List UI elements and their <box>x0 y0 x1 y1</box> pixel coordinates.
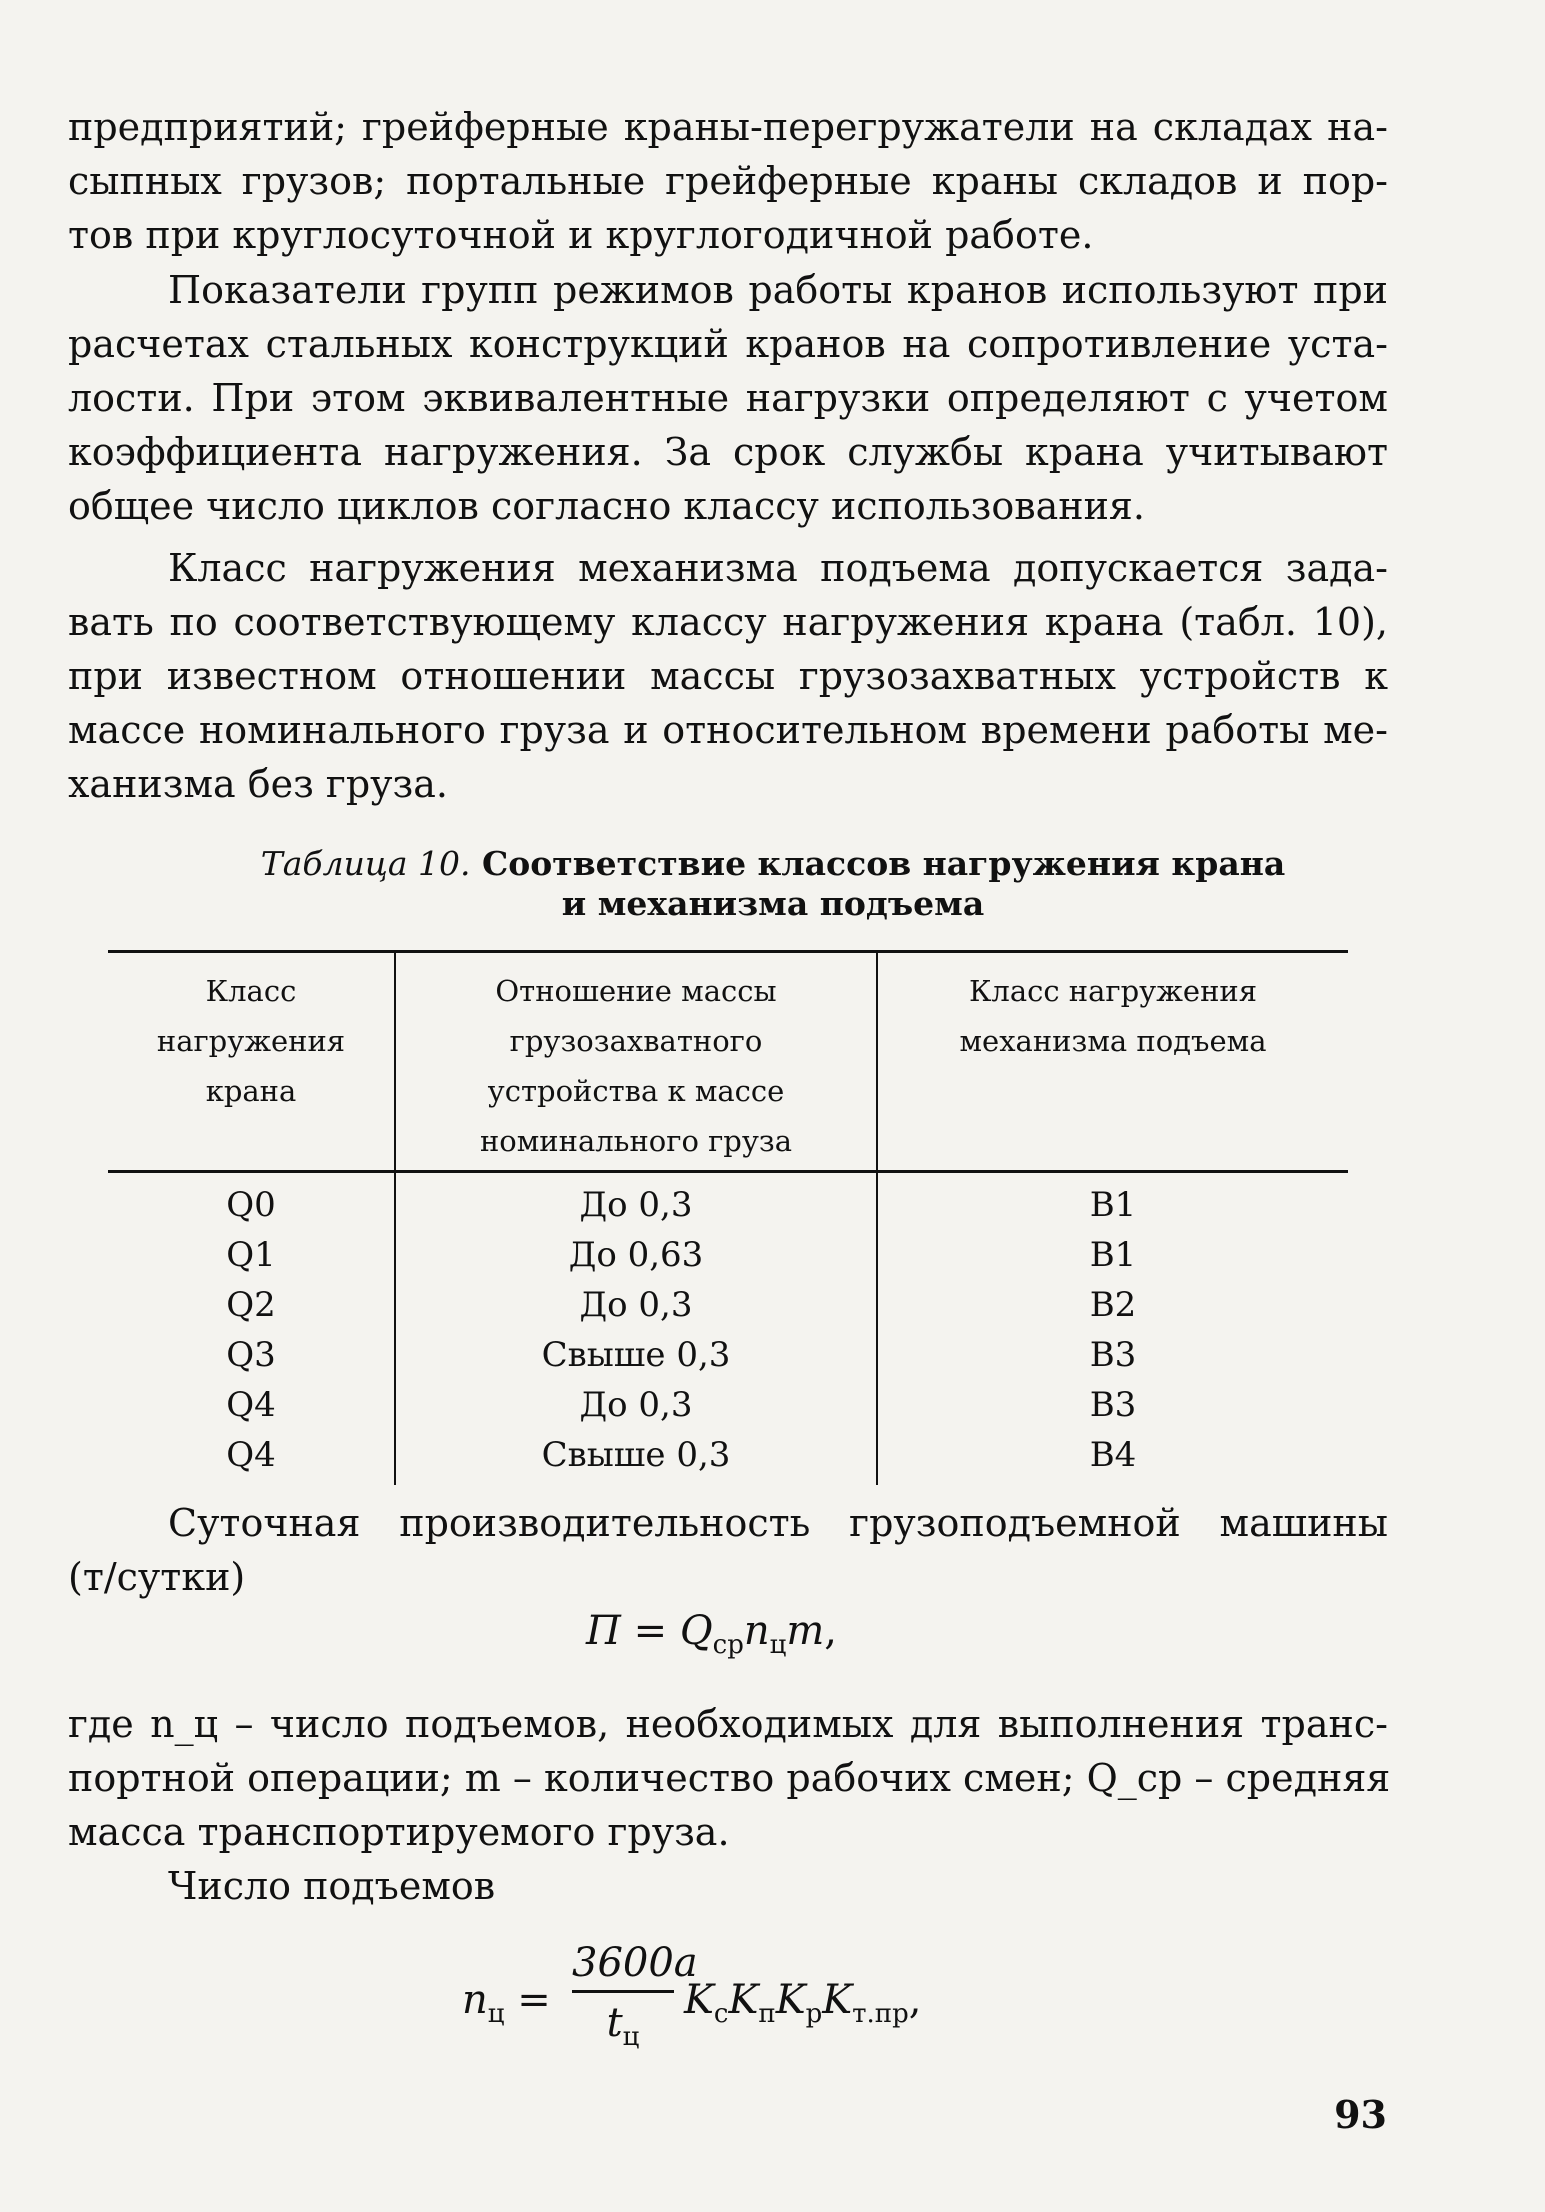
text-line: вать по соответствующему классу нагружения крана (табл. 10), <box>68 600 1388 644</box>
header-text: номинального груза <box>479 1124 793 1158</box>
table-cell: Q3 <box>226 1335 276 1375</box>
paragraph-3 <box>68 541 1388 811</box>
formula-punctuation: , <box>824 1608 838 1654</box>
text-line: массе номинального груза и относительном времени работы ме- <box>68 708 1388 752</box>
header-text: устройства к массе <box>487 1074 785 1108</box>
text-line: Показатели групп режимов работы кранов используют при <box>168 268 1388 312</box>
table-column-mass-ratio <box>396 1180 876 1480</box>
header-text: нагружения <box>156 1024 346 1058</box>
table-cell: B1 <box>1089 1185 1137 1225</box>
table-cell: До 0,3 <box>579 1285 693 1325</box>
text-line: Суточная производительность грузоподъемной машины <box>168 1501 1388 1545</box>
table-cell: До 0,3 <box>579 1185 693 1225</box>
table-rule-header <box>108 1170 1348 1173</box>
header-text: крана <box>205 1074 297 1108</box>
text-line: ханизма без груза. <box>68 762 448 806</box>
table-cell: B3 <box>1089 1335 1137 1375</box>
formula-symbol: n <box>743 1608 770 1654</box>
table-caption <box>68 844 1478 924</box>
formula-operator: = <box>517 1977 551 2023</box>
text-line: Число подъемов <box>168 1864 496 1908</box>
formula-coefficients <box>684 1975 921 2039</box>
fraction-denominator <box>572 1998 674 2062</box>
text-line: тов при круглосуточной и круглогодичной работе. <box>68 213 1094 257</box>
formula-symbol: K <box>775 1977 806 2023</box>
table-cell: Свыше 0,3 <box>541 1435 731 1475</box>
formula-symbol: t <box>606 2000 623 2046</box>
formula-subscript: ц <box>487 1999 505 2029</box>
table-cell: Q0 <box>226 1185 276 1225</box>
formula-symbol: K <box>728 1977 759 2023</box>
formula-subscript: т.пр <box>852 1999 909 2029</box>
formula-subscript: ср <box>712 1630 744 1660</box>
table-caption-title: Соответствие классов нагружения крана <box>482 844 1286 883</box>
table-cell: Q1 <box>226 1235 276 1275</box>
table-cell: B2 <box>1089 1285 1137 1325</box>
table-rule-top <box>108 950 1348 953</box>
text-line: при известном отношении массы грузозахватных устройств к <box>68 654 1388 698</box>
formula-symbol: П <box>586 1608 621 1654</box>
text-line: расчетах стальных конструкций кранов на сопротивление уста- <box>68 322 1388 366</box>
table-cell: Свыше 0,3 <box>541 1335 731 1375</box>
header-text: грузозахватного <box>509 1024 763 1058</box>
text-line: коэффициента нагружения. За срок службы крана учитывают <box>68 430 1388 474</box>
header-text: Отношение массы <box>495 974 777 1008</box>
header-text: Класс <box>205 974 297 1008</box>
header-col-2 <box>396 966 876 1166</box>
text-line: общее число циклов согласно классу использования. <box>68 484 1145 528</box>
table-caption-title-line2: и механизма подъема <box>561 884 985 923</box>
table-cell: B3 <box>1089 1385 1137 1425</box>
formula-subscript: с <box>713 1999 729 2029</box>
formula-symbol: m <box>786 1608 825 1654</box>
table-cell: Q4 <box>226 1435 276 1475</box>
paragraph-4 <box>68 1496 1388 1604</box>
text-line: где n_ц – число подъемов, необходимых для выполнения транс- <box>68 1702 1388 1746</box>
formula-symbol: Q <box>679 1608 713 1654</box>
formula-punctuation: , <box>908 1977 922 2023</box>
table-cell: B1 <box>1089 1235 1137 1275</box>
paragraph-1 <box>68 100 1388 262</box>
text-line: предприятий; грейферные краны-перегружатели на складах на- <box>68 105 1388 149</box>
formula-lhs <box>462 1975 551 2039</box>
header-col-3 <box>878 966 1348 1066</box>
text-line: (т/сутки) <box>68 1555 246 1599</box>
table-column-mechanism-class <box>878 1180 1348 1480</box>
text-line: Класс нагружения механизма подъема допускается зада- <box>168 546 1388 590</box>
formula-productivity <box>586 1606 837 1670</box>
table-caption-label: Таблица 10. <box>260 844 471 883</box>
table-column-crane-class <box>108 1180 394 1480</box>
header-text: Класс нагружения <box>968 974 1258 1008</box>
page-number: 93 <box>1334 2092 1387 2137</box>
header-text: механизма подъема <box>959 1024 1267 1058</box>
table-cell: Q2 <box>226 1285 276 1325</box>
text-line: масса транспортируемого груза. <box>68 1810 730 1854</box>
text-line: лости. При этом эквивалентные нагрузки определяют с учетом <box>68 376 1388 420</box>
formula-symbol: K <box>822 1977 853 2023</box>
table-cell: До 0,63 <box>568 1235 704 1275</box>
formula-subscript: п <box>758 1999 776 2029</box>
formula-symbol: K <box>684 1977 714 2023</box>
fraction-numerator: 3600a <box>572 1940 698 1986</box>
table-cell: B4 <box>1089 1435 1137 1475</box>
text-line: сыпных грузов; портальные грейферные краны складов и пор- <box>68 159 1388 203</box>
text-line: портной операции; m – количество рабочих смен; Q_ср – средняя <box>68 1756 1391 1800</box>
formula-subscript: р <box>805 1999 823 2029</box>
paragraph-2 <box>68 263 1388 533</box>
header-col-1 <box>108 966 394 1116</box>
formula-subscript: ц <box>622 2022 640 2052</box>
formula-symbol: n <box>462 1977 488 2023</box>
fraction-bar <box>572 1990 674 1993</box>
paragraph-6 <box>68 1859 1388 1913</box>
table-cell: Q4 <box>226 1385 276 1425</box>
table-cell: До 0,3 <box>579 1385 693 1425</box>
formula-subscript: ц <box>769 1630 787 1660</box>
paragraph-5 <box>68 1697 1391 1859</box>
formula-operator: = <box>633 1608 668 1654</box>
